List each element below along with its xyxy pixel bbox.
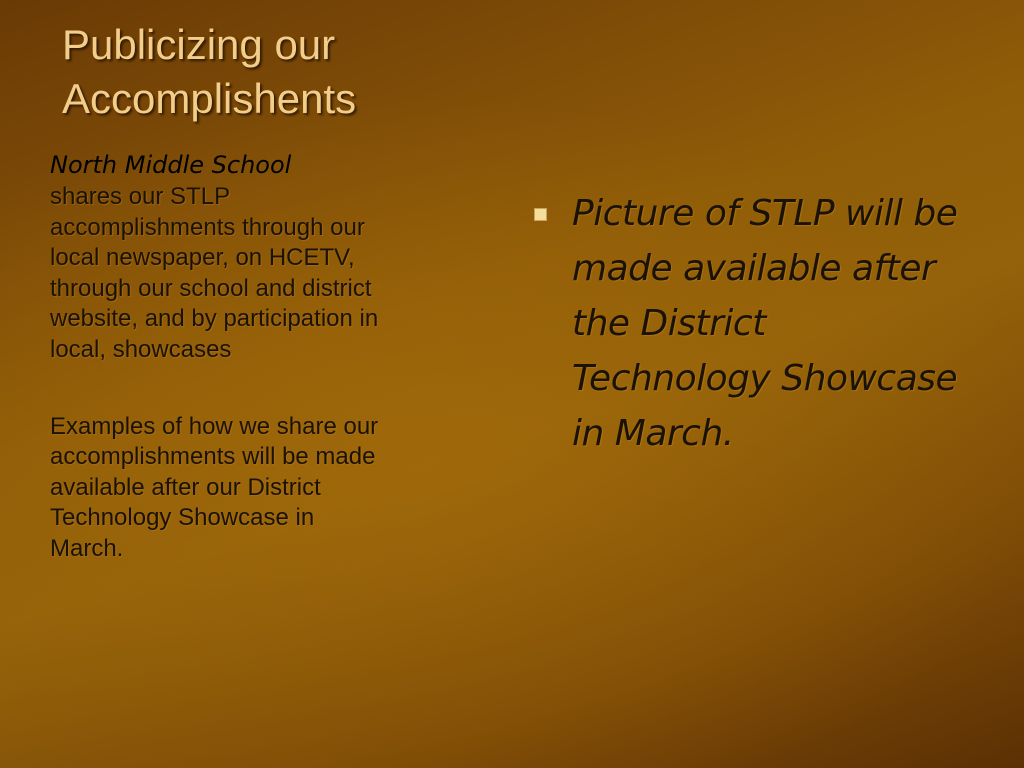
school-name: North Middle School [50, 151, 292, 179]
bullet-text: Picture of STLP will be made available after the District Technology Showcase in March. [572, 193, 958, 454]
left-text-column [50, 148, 390, 565]
left-paragraph-1-text: shares our STLP accomplishments through our local newspaper, on HCETV, through our school and district website, and by participation in local, showcases [50, 183, 379, 363]
left-paragraph-1 [50, 148, 390, 366]
slide-title-line-2: Accomplishents [62, 75, 357, 122]
slide-title [62, 18, 502, 126]
slide-title-line-1: Publicizing our [62, 21, 336, 68]
left-paragraph-2: Examples of how we share our accomplishments will be made available after our District Technology Showcase in March. [50, 412, 379, 562]
bullet-item [534, 186, 974, 461]
square-bullet-icon [534, 208, 547, 221]
right-bullet-list [534, 186, 974, 461]
